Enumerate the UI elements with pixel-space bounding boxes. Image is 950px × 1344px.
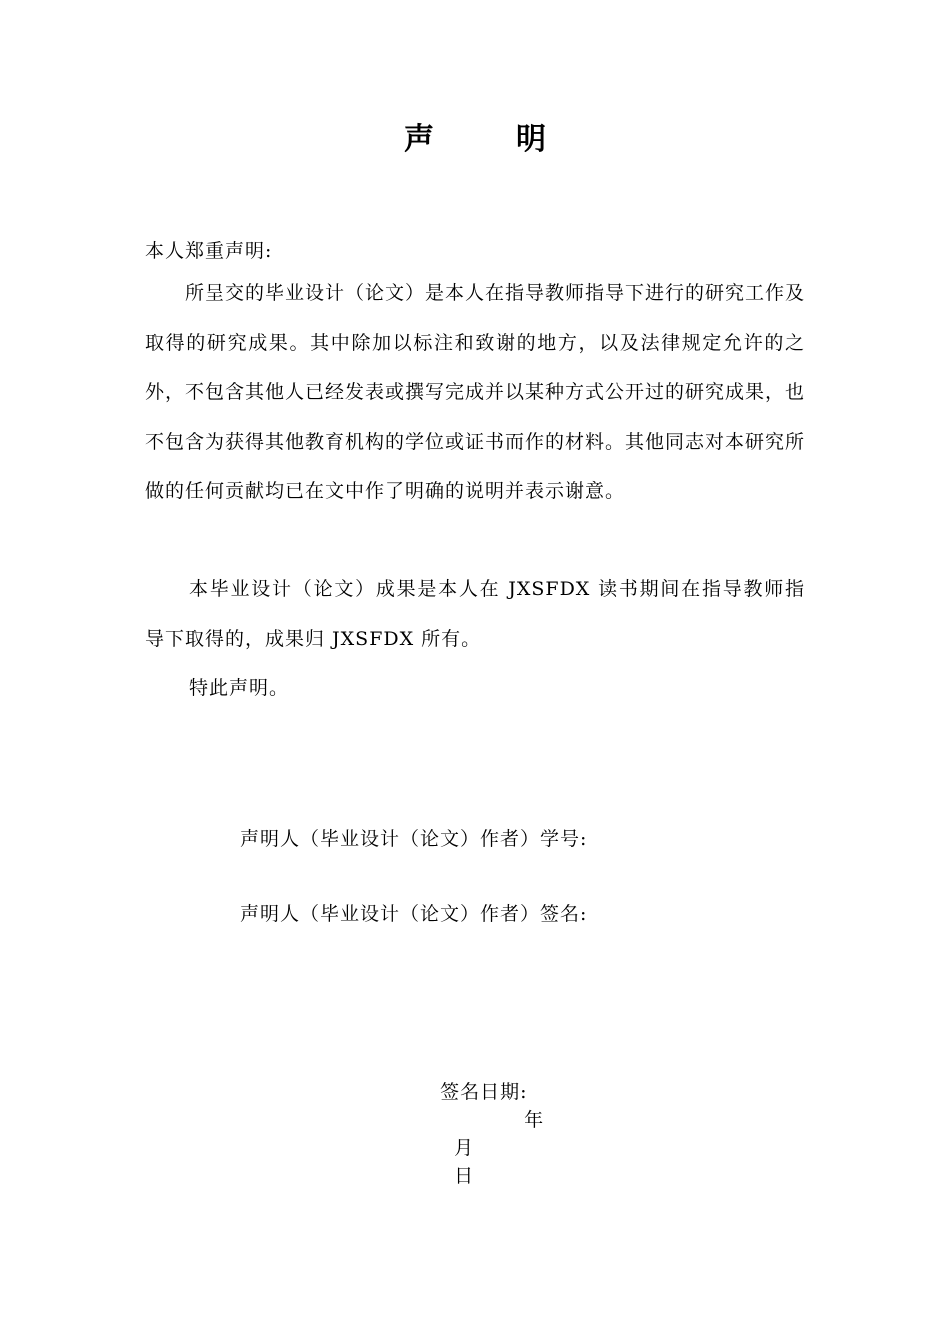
declaration-paragraph-1: 所呈交的毕业设计（论文）是本人在指导教师指导下进行的研究工作及取得的研究成果。其中除加以标注和致谢的地方，以及法律规定允许的之外，不包含其他人已经发表或撰写完成并以某种方式公开过的研究成果，也不包含为获得其他教育机构的学位或证书而作的材料。其他同志对本研究所做的任何贡献均已在文中作了明确的说明并表示谢意。 [145,282,806,502]
signature-line: 声明人（毕业设计（论文）作者）签名: [240,903,588,925]
month-label: 月 [454,1137,475,1159]
page-title: 声明 [404,122,628,157]
declaration-closing: 特此声明。 [189,677,290,699]
opening-statement: 本人郑重声明: [145,240,273,262]
student-id-line: 声明人（毕业设计（论文）作者）学号: [240,828,588,850]
signature-date-line [412,1050,544,1218]
year-label: 年 [524,1109,545,1131]
date-label: 签名日期: [440,1081,528,1103]
declaration-paragraph-2: 本毕业设计（论文）成果是本人在 JXSFDX 读书期间在指导教师指导下取得的，成果归 JXSFDX 所有。 [145,578,805,650]
day-label: 日 [454,1165,475,1187]
